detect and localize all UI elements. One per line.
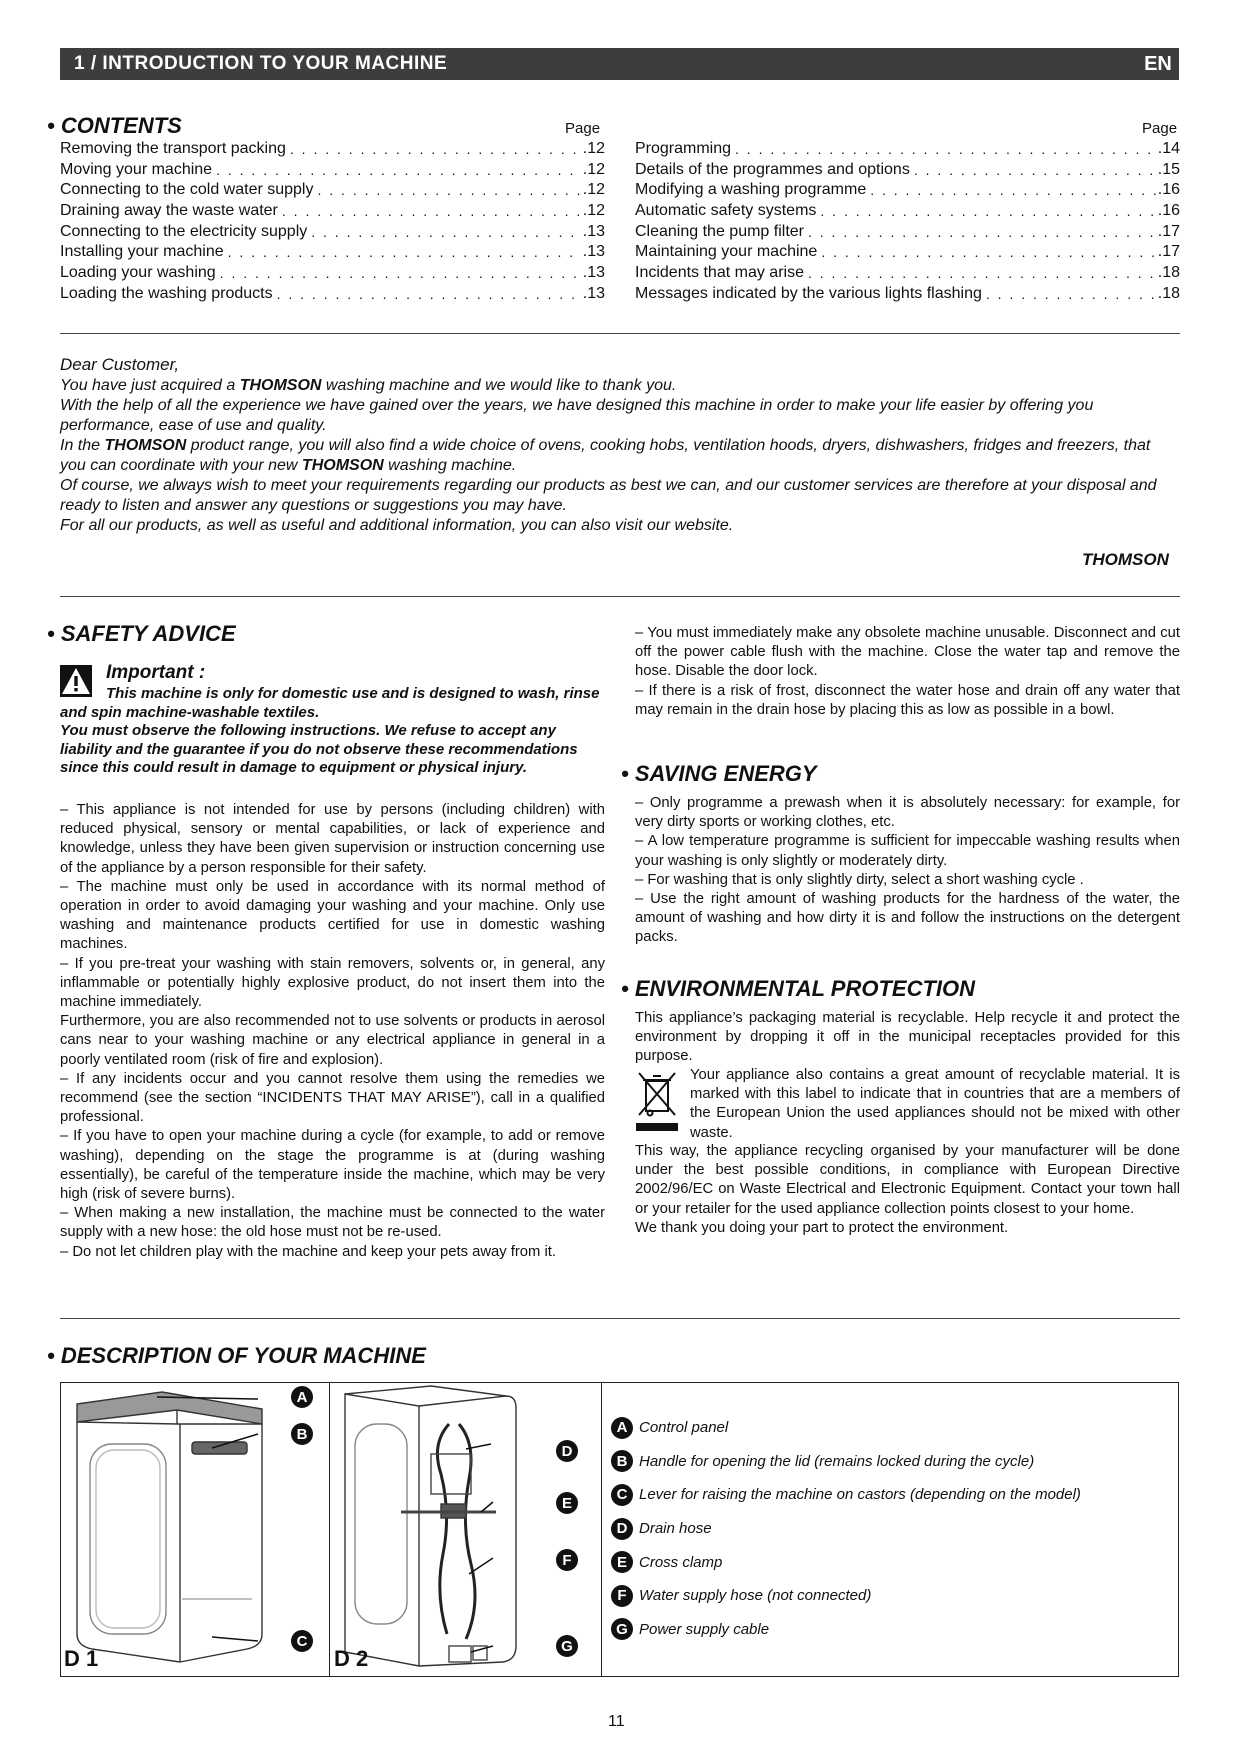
toc-entry[interactable] [635,242,1180,263]
toc-entry-text: Installing your machine [60,243,224,261]
environment-label-text [690,1066,1180,1143]
weee-crossed-bin-icon [636,1069,678,1131]
safety-item: – Do not let children play with the machine and keep your pets away from it. [60,1243,556,1260]
page-column-label-right: Page [1142,120,1178,137]
toc-leader [914,160,1156,181]
figure-label-d1: D 1 [64,1646,99,1671]
toc-entry-text: Programming [635,139,732,157]
toc-leader [282,201,581,222]
legend-badge: B [611,1450,633,1472]
toc-entry[interactable] [635,160,1180,181]
toc-entry[interactable] [60,242,605,263]
legend-item [611,1512,1171,1546]
toc-leader [820,201,1155,222]
contents-title: • CONTENTS [47,113,182,138]
legend-text: Power supply cable [639,1620,770,1638]
safety-items [60,801,605,1262]
legend-item [611,1478,1171,1512]
toc-entry[interactable] [60,263,605,284]
toc-leader [220,263,581,284]
toc-leader [870,180,1156,201]
toc-entry-page: .14 [1157,139,1180,157]
callout-g: G [556,1635,578,1657]
letter-paragraph: You have just acquired a THOMSON washing machine and we would like to thank you. [60,377,677,394]
environment-title: • ENVIRONMENTAL PROTECTION [621,976,976,1001]
figure-label-d2: D 2 [334,1646,369,1671]
machine-front-illustration [62,1384,327,1675]
toc-entry[interactable] [60,201,605,222]
safety-item: – If you have to open your machine during a cycle (for example, to add or remove washing), depending on the stage the programme is at (during washing essentially), be careful of the temperature inside the machine, which may be very high (risk of severe burns). [60,1128,605,1203]
toc-leader [290,139,581,160]
figure-divider [329,1382,330,1677]
safety-item: Furthermore, you are also recommended not to use solvents or products in aerosol cans near to your washing machine or any electrical appliance in general in a poorly ventilated room (risk of fire and explosion). [60,1013,605,1068]
page-column-label-left: Page [565,120,601,137]
toc-entry[interactable] [635,284,1180,305]
toc-entry-page: .13 [582,264,605,282]
callout-a: A [291,1386,313,1408]
safety-items-right [635,624,1180,720]
toc-entry[interactable] [60,222,605,243]
toc-entry-page: .16 [1157,202,1180,220]
divider [60,333,1180,334]
toc-leader [986,284,1156,305]
letter-signature: THOMSON [1082,550,1169,569]
toc-entry-page: .18 [1157,284,1180,302]
toc-entry[interactable] [60,139,605,160]
legend-item [611,1545,1171,1579]
environment-text-2 [635,1142,1180,1238]
callout-e: E [556,1492,578,1514]
energy-item: – Use the right amount of washing products for the hardness of the water, the amount of washing and how dirty it is and follow the instructions on the detergent packs. [635,891,1180,946]
toc-entry-page: .12 [582,181,605,199]
environment-paragraph: This appliance’s packaging material is recyclable. Help recycle it and protect the environment by dropping it off in the municipal receptacles provided for this purpose. [635,1010,1180,1065]
legend-item [611,1613,1171,1647]
toc-entry[interactable] [635,180,1180,201]
toc-entry-page: .18 [1157,264,1180,282]
environment-text [635,1009,1180,1067]
machine-rear-illustration [331,1384,599,1675]
letter-paragraph: With the help of all the experience we have gained over the years, we have designed this machine in order to make your life easier by offering you performance, ease of use and quality. [60,397,1094,434]
environment-paragraph: This way, the appliance recycling organised by your manufacturer will be done under the best possible conditions, in compliance with European Directive 2002/96/EC on Waste Electrical and Electronic Equipment. Contact your town hall or your retailer for the used appliance collection points closest to your home. [635,1143,1180,1217]
toc-entry-page: .12 [582,202,605,220]
divider [60,596,1180,597]
safety-item: – If there is a risk of frost, disconnect the water hose and drain off any water that may remain in the drain hose by placing this as low as possible in a bowl. [635,682,1180,718]
toc-entry-text: Cleaning the pump filter [635,222,804,240]
toc-right-column [635,139,1180,305]
toc-leader [216,160,581,181]
toc-entry[interactable] [635,139,1180,160]
legend-badge: D [611,1518,633,1540]
toc-entry[interactable] [635,201,1180,222]
callout-c: C [291,1630,313,1652]
chapter-title: 1 / INTRODUCTION TO YOUR MACHINE [74,53,448,74]
toc-leader [735,139,1156,160]
toc-entry-page: .13 [582,222,605,240]
callout-d: D [556,1440,578,1462]
toc-entry-text: Loading your washing [60,264,216,282]
description-title: • DESCRIPTION OF YOUR MACHINE [47,1343,426,1368]
energy-items [635,794,1180,948]
toc-entry-page: .12 [582,160,605,178]
legend-badge: A [611,1417,633,1439]
figure-divider [601,1382,602,1677]
toc-entry-text: Details of the programmes and options [635,160,910,178]
toc-leader [277,284,581,305]
toc-entry-text: Maintaining your machine [635,243,818,261]
toc-leader [228,242,581,263]
letter-paragraph: In the THOMSON product range, you will also find a wide choice of ovens, cooking hobs, ventilation hoods, dryers, dishwashers, fridges and freezers, that you can coordinate with your new THOMSON washing machine. [60,437,1151,474]
legend-text: Drain hose [639,1520,712,1538]
toc-entry[interactable] [635,222,1180,243]
toc-entry-page: .16 [1157,181,1180,199]
toc-leader [317,180,580,201]
energy-item: – Only programme a prewash when it is absolutely necessary: for example, for very dirty sports or working clothes, etc. [635,795,1180,831]
toc-entry-text: Removing the transport packing [60,139,286,157]
legend-text: Water supply hose (not connected) [639,1587,872,1605]
energy-title: • SAVING ENERGY [621,761,817,786]
customer-letter [60,355,1180,536]
letter-paragraph: For all our products, as well as useful and additional information, you can also visit our website. [60,517,734,534]
safety-item: – The machine must only be used in accordance with its normal method of operation in order to avoid damaging your washing and your machine. Only use washing and maintenance products certified for use in domestic washing machines. [60,878,605,953]
safety-item: – When making a new installation, the machine must be connected to the water supply with a new hose: the old hose must not be re-used. [60,1205,605,1241]
legend-text: Control panel [639,1419,729,1437]
environment-paragraph: We thank you doing your part to protect the environment. [635,1219,1009,1236]
brand-name: THOMSON [239,377,322,394]
safety-item: – You must immediately make any obsolete machine unusable. Disconnect and cut off the power cable flush with the machine. Close the water tap and remove the hose. Disable the door lock. [635,625,1180,680]
legend-item [611,1445,1171,1479]
toc-entry[interactable] [60,160,605,181]
legend-badge: G [611,1618,633,1640]
toc-leader [821,242,1155,263]
toc-entry-page: .17 [1157,222,1180,240]
toc-entry[interactable] [60,180,605,201]
page-number: 11 [608,1713,625,1730]
toc-leader [808,222,1156,243]
important-heading: Important : [106,662,206,683]
toc-entry-text: Connecting to the cold water supply [60,181,314,199]
toc-entry-page: .17 [1157,243,1180,261]
safety-item: – If any incidents occur and you cannot resolve them using the remedies we recommend (see the section “INCIDENTS THAT MAY ARISE”), call in a qualified professional. [60,1070,605,1126]
toc-entry[interactable] [60,284,605,305]
toc-entry-page: .15 [1157,160,1180,178]
legend-badge: E [611,1551,633,1573]
toc-entry-text: Messages indicated by the various lights flashing [635,284,982,302]
callout-f: F [556,1549,578,1571]
legend-text: Handle for opening the lid (remains locked during the cycle) [639,1452,1035,1470]
toc-entry-text: Automatic safety systems [635,202,817,220]
toc-entry-page: .12 [582,139,605,157]
toc-entry-text: Incidents that may arise [635,264,804,282]
toc-entry-text: Loading the washing products [60,284,273,302]
toc-leader [808,263,1156,284]
toc-entry-text: Draining away the waste water [60,202,278,220]
brand-name: THOMSON [104,437,187,454]
warning-text: You must observe the following instructions. We refuse to accept any liability and the guarantee if you do not observe these recommendations since this could result in damage to equipment or physical injury. [60,722,578,776]
toc-entry-text: Modifying a washing programme [635,181,867,199]
safety-title: • SAFETY ADVICE [47,621,236,646]
language-badge: EN [1137,48,1179,80]
divider [60,1318,1180,1319]
legend-badge: C [611,1484,633,1506]
toc-entry-page: .13 [582,284,605,302]
toc-left-column [60,139,605,305]
legend-item [611,1411,1171,1445]
toc-entry-page: .13 [582,243,605,261]
legend-badge: F [611,1585,633,1607]
energy-item: – A low temperature programme is sufficient for impeccable washing results when your washing is only slightly or moderately dirty. [635,833,1180,869]
legend-text: Lever for raising the machine on castors (depending on the model) [639,1486,1081,1504]
parts-legend [611,1411,1171,1646]
toc-entry[interactable] [635,263,1180,284]
legend-text: Cross clamp [639,1553,723,1571]
toc-entry-text: Connecting to the electricity supply [60,222,308,240]
brand-name: THOMSON [301,457,384,474]
letter-greeting: Dear Customer, [60,355,180,374]
safety-item: – This appliance is not intended for use by persons (including children) with reduced physical, sensory or mental capabilities, or lack of experience and knowledge, unless they have been given supervision or instruction concerning use of the appliance by a person responsible for their safety. [60,802,605,876]
callout-b: B [291,1423,313,1445]
safety-item: – If you pre-treat your washing with stain removers, solvents or, in general, any inflammable or potentially highly explosive product, do not insert them into the machine immediately. [60,955,605,1011]
letter-paragraph: Of course, we always wish to meet your requirements regarding our products as best we can, and our customer services are therefore at your disposal and ready to listen and answer any questions or suggestions you may have. [60,477,1157,514]
legend-item [611,1579,1171,1613]
toc-entry-text: Moving your machine [60,160,213,178]
toc-leader [311,222,581,243]
warning-text: This machine is only for domestic use and is designed to wash, rinse and spin machine-washable textiles. [60,685,600,721]
energy-item: – For washing that is only slightly dirty, select a short washing cycle . [635,871,1084,888]
environment-paragraph: Your appliance also contains a great amount of recyclable material. It is marked with this label to indicate that in countries that are a members of the European Union the used appliances should not be mixed with other waste. [690,1067,1180,1141]
